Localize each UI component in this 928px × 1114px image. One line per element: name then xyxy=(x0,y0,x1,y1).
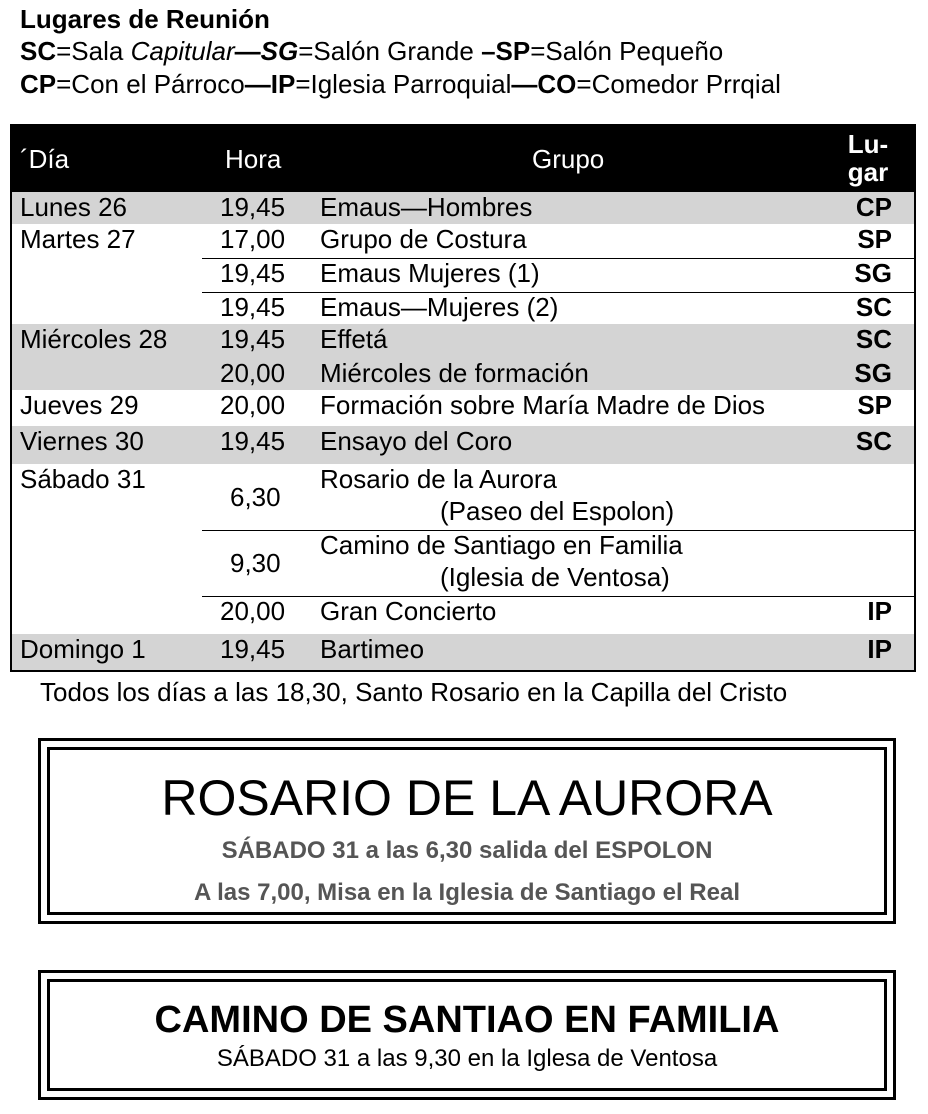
table-row xyxy=(12,358,914,390)
cell-lugar: SC xyxy=(855,324,892,354)
table-row xyxy=(12,426,914,464)
table-row xyxy=(12,464,914,530)
table-row xyxy=(12,292,914,324)
legend-segment: SG xyxy=(260,36,299,66)
rosario-box-inner xyxy=(47,747,887,915)
cell-hora: 19,45 xyxy=(220,426,286,456)
header-grupo: Grupo xyxy=(532,144,605,174)
cell-grupo: Bartimeo xyxy=(320,634,425,664)
legend-segment: CP xyxy=(20,69,57,99)
cell-grupo: Formación sobre María Madre de Dios xyxy=(320,390,766,420)
camino-title: CAMINO DE SANTIAO EN FAMILIA xyxy=(154,999,780,1041)
rosario-box xyxy=(38,738,896,924)
cell-grupo: Grupo de Costura xyxy=(320,224,527,254)
cell-lugar: SP xyxy=(857,224,892,254)
cell-lugar: SG xyxy=(854,258,892,288)
cell-grupo: Ensayo del Coro xyxy=(320,426,513,456)
header-dia: ´Día xyxy=(20,144,70,174)
cell-dia: Lunes 26 xyxy=(20,192,127,222)
cell-grupo: Camino de Santiago en Familia xyxy=(320,530,683,560)
daily-rosary-note: Todos los días a las 18,30, Santo Rosario en la Capilla del Cristo xyxy=(40,677,788,707)
header-lugar-2: gar xyxy=(847,157,889,187)
legend-segment: =Iglesia Parroquial xyxy=(295,69,512,99)
table-header xyxy=(12,126,914,192)
header-lugar xyxy=(838,130,898,186)
table-row xyxy=(12,596,914,634)
cell-dia: Viernes 30 xyxy=(20,426,144,456)
legend-segment: –SP xyxy=(481,36,531,66)
cell-lugar: SC xyxy=(855,426,892,456)
cell-dia: Domingo 1 xyxy=(20,634,146,664)
cell-hora: 19,45 xyxy=(220,324,286,354)
legend xyxy=(20,4,781,101)
table-row xyxy=(12,530,914,596)
cell-hora: 20,00 xyxy=(220,596,286,626)
cell-dia: Jueves 29 xyxy=(20,390,139,420)
cell-dia: Martes 27 xyxy=(20,224,136,254)
cell-hora: 17,00 xyxy=(220,224,286,254)
header-lugar-1: Lu- xyxy=(847,129,889,159)
cell-hora: 19,45 xyxy=(220,258,286,288)
cell-dia: Sábado 31 xyxy=(20,464,146,494)
cell-hora: 20,00 xyxy=(220,358,286,388)
legend-line-1 xyxy=(20,35,781,68)
legend-segment: =Sala xyxy=(56,36,131,66)
cell-grupo: Miércoles de formación xyxy=(320,358,589,388)
table-row xyxy=(12,224,914,258)
cell-hora: 19,45 xyxy=(220,634,286,664)
cell-dia: Miércoles 28 xyxy=(20,324,168,354)
cell-lugar: SG xyxy=(854,358,892,388)
camino-box-inner xyxy=(47,979,887,1091)
table-row xyxy=(12,258,914,292)
cell-grupo: Emaus Mujeres (1) xyxy=(320,258,540,288)
cell-lugar: CP xyxy=(855,192,892,222)
legend-segment: =Comedor Prrqial xyxy=(576,69,781,99)
schedule-table xyxy=(10,124,916,672)
header-hora: Hora xyxy=(225,144,282,174)
legend-segment: —IP xyxy=(244,69,296,99)
camino-line-1: SÁBADO 31 a las 9,30 en la Iglesa de Ventosa xyxy=(216,1045,718,1072)
cell-lugar: IP xyxy=(867,596,892,626)
cell-grupo: Emaus—Hombres xyxy=(320,192,533,222)
cell-grupo-location: (Paseo del Espolon) xyxy=(440,496,675,526)
cell-hora: 9,30 xyxy=(230,548,281,578)
cell-lugar: SP xyxy=(857,390,892,420)
cell-lugar: IP xyxy=(867,634,892,664)
legend-line-2 xyxy=(20,68,781,101)
legend-segment: =Con el Párroco xyxy=(56,69,245,99)
legend-segment: SC xyxy=(20,36,57,66)
legend-segment: — xyxy=(234,36,261,66)
table-row xyxy=(12,324,914,358)
cell-hora: 19,45 xyxy=(220,292,286,322)
table-row xyxy=(12,634,914,670)
cell-lugar: SC xyxy=(855,292,892,322)
legend-segment: =Salón Grande xyxy=(298,36,482,66)
cell-hora: 19,45 xyxy=(220,192,286,222)
cell-grupo: Effetá xyxy=(320,324,388,354)
cell-grupo: Emaus—Mujeres (2) xyxy=(320,292,559,322)
rosario-title: ROSARIO DE LA AURORA xyxy=(161,770,773,826)
cell-hora: 20,00 xyxy=(220,390,286,420)
cell-hora: 6,30 xyxy=(230,482,281,512)
legend-segment: Capitular xyxy=(130,36,235,66)
cell-grupo: Rosario de la Aurora xyxy=(320,464,558,494)
camino-box xyxy=(38,970,896,1100)
legend-segment: =Salón Pequeño xyxy=(530,36,724,66)
rosario-line-2: A las 7,00, Misa en la Iglesia de Santiago el Real xyxy=(193,879,740,906)
cell-grupo-location: (Iglesia de Ventosa) xyxy=(440,562,670,592)
rosario-line-1: SÁBADO 31 a las 6,30 salida del ESPOLON xyxy=(221,837,713,864)
table-row xyxy=(12,192,914,224)
table-row xyxy=(12,390,914,426)
cell-grupo: Gran Concierto xyxy=(320,596,497,626)
legend-title: Lugares de Reunión xyxy=(20,4,270,34)
legend-segment: —CO xyxy=(511,69,577,99)
